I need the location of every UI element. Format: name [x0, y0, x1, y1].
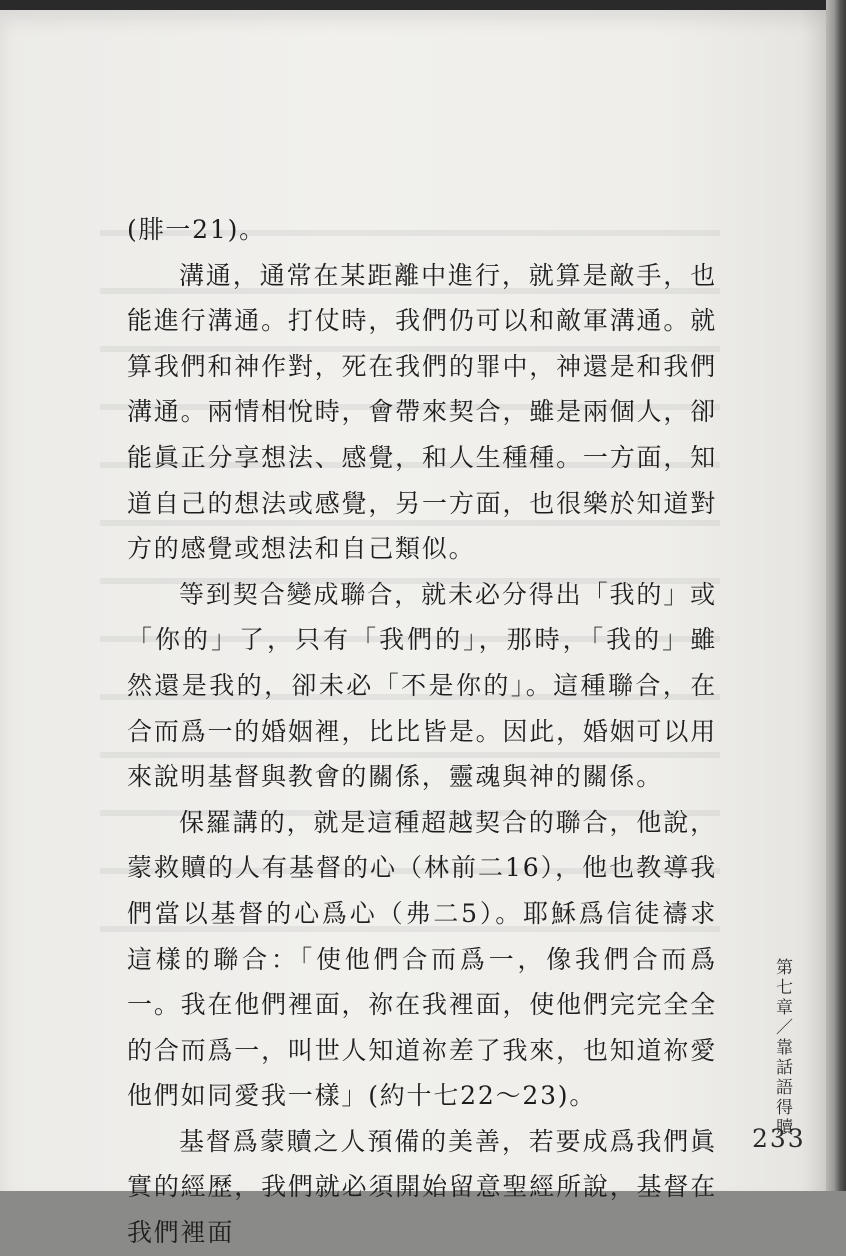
paragraph: 溝通，通常在某距離中進行，就算是敵手，也能進行溝通。打仗時，我們仍可以和敵軍溝通。就算我們和神作對，死在我們的罪中，神還是和我們溝通。兩情相悅時，會帶來契合，雖是兩個人，卻能眞正分享想法、感覺，和人生種種。一方面，知道自己的想法或感覺，另一方面，也很樂於知道對方的感覺或想法和自己類似。	[127, 260, 717, 564]
body-text	[127, 207, 717, 1256]
paragraph: 保羅講的，就是這種超越契合的聯合，他說，蒙救贖的人有基督的心（林前二16），他也教導我們當以基督的心爲心（弗二5）。耶穌爲信徒禱求這樣的聯合：「使他們合而爲一，像我們合而爲一。我在他們裡面，祢在我裡面，使他們完完全全的合而爲一，叫世人知道祢差了我來，也知道祢愛他們如同愛我一樣」(約十七22～23)。	[127, 807, 717, 1111]
running-head: 第七章／靠話語得贖	[772, 958, 792, 1138]
paragraph: 等到契合變成聯合，就未必分得出「我的」或「你的」了，只有「我們的」，那時，「我的」雖然還是我的，卻未必「不是你的」。這種聯合，在合而爲一的婚姻裡，比比皆是。因此，婚姻可以用來說明基督與教會的關係，靈魂與神的關係。	[127, 579, 717, 792]
book-spine	[826, 0, 846, 1191]
page-number: 233	[752, 1124, 806, 1153]
paragraph: 基督爲蒙贖之人預備的美善，若要成爲我們眞實的經歷，我們就必須開始留意聖經所說，基督在我們裡面	[127, 1126, 717, 1248]
top-shadow	[0, 0, 846, 10]
paragraph: (腓一21)。	[127, 215, 266, 244]
